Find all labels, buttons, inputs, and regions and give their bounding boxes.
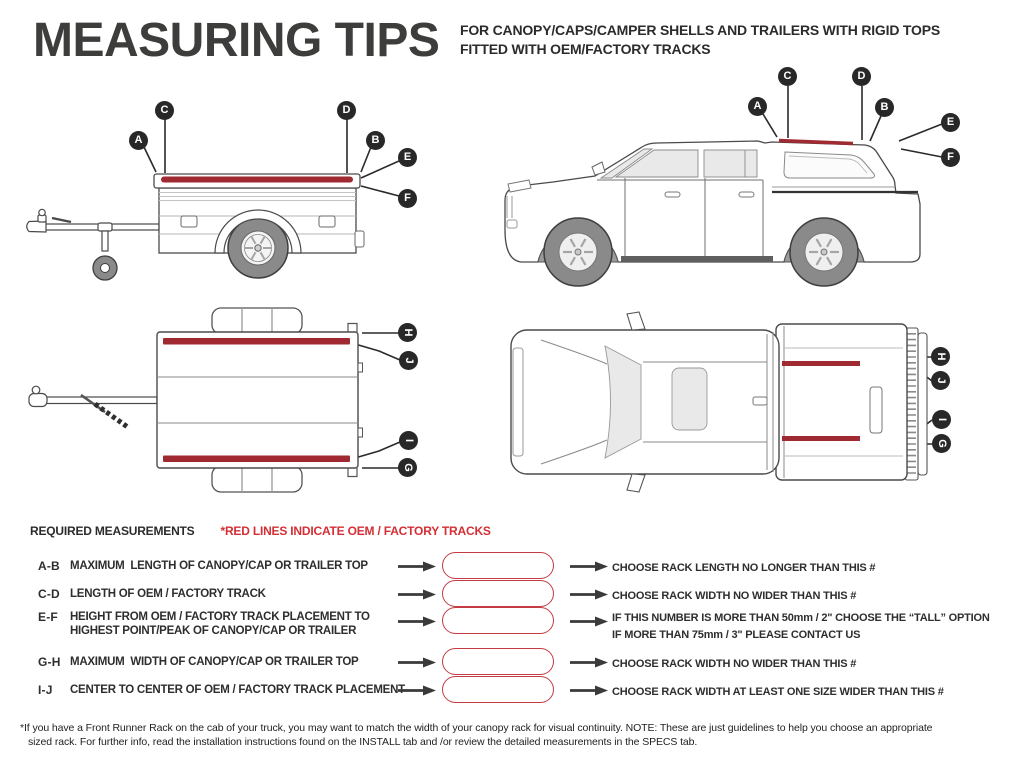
arrow-right-icon (398, 561, 436, 572)
row-label (70, 683, 405, 697)
required-measurements-label: REQUIRED MEASUREMENTS (30, 524, 195, 538)
callout-i: I (932, 410, 951, 429)
trailer-drawbar (27, 209, 159, 251)
row-result (612, 684, 944, 701)
page-subtitle (460, 21, 940, 59)
row-key: G-H (38, 655, 61, 669)
truck-top-view-drawing (495, 300, 1015, 515)
truck-side-view (495, 60, 1015, 300)
row-result (612, 656, 856, 673)
callout-d: D (337, 101, 356, 120)
callout-c: C (778, 67, 797, 86)
arrow-right-icon (570, 589, 608, 600)
row-result (612, 588, 856, 605)
subtitle-line-1: FOR CANOPY/CAPS/CAMPER SHELLS AND TRAILERS WITH RIGID TOPS (460, 22, 940, 38)
arrow-right-icon (570, 657, 608, 668)
callout-d: D (852, 67, 871, 86)
row-result-line1: CHOOSE RACK WIDTH NO WIDER THAN THIS # (612, 589, 857, 602)
trailer-top-view (25, 300, 465, 515)
row-key: E-F (38, 610, 58, 624)
subtitle-line-2: FITTED WITH OEM/FACTORY TRACKS (460, 41, 711, 57)
oem-track-red-line-bottom (163, 456, 350, 463)
measurement-entry-field-gh (442, 648, 554, 675)
row-label (70, 587, 266, 601)
callout-f: F (941, 148, 960, 167)
row-key: A-B (38, 559, 60, 573)
oem-track-red-line-top (782, 361, 860, 366)
side-step (621, 256, 773, 262)
row-result (612, 610, 990, 643)
callout-c: C (155, 101, 174, 120)
callout-b: B (875, 98, 894, 117)
callout-b: B (366, 131, 385, 150)
footnote-line1: *If you have a Front Runner Rack on the cab of your truck, you may want to match the width of your canopy rack for visual continuity. NOTE: These are just guidelines to help you choose an appropriate (20, 722, 933, 734)
footnote (20, 722, 932, 749)
truck-side-view-drawing (495, 60, 1015, 300)
oem-track-red-line (161, 177, 353, 183)
callout-e: E (941, 113, 960, 132)
rear-door-handle (739, 192, 754, 197)
leader-lines (355, 333, 400, 468)
measurement-row-cd (30, 580, 1024, 608)
windows (601, 149, 757, 178)
row-label (70, 655, 358, 669)
row-label (70, 559, 368, 573)
rear-door-window (704, 150, 757, 177)
row-label-line1: HEIGHT FROM OEM / FACTORY TRACK PLACEMENT TO (70, 611, 370, 623)
row-result-line1: CHOOSE RACK LENGTH NO LONGER THAN THIS # (612, 561, 876, 574)
rear-wheel (790, 218, 858, 286)
measurement-entry-field-ij (442, 676, 554, 703)
measurement-entry-field-ab (442, 552, 554, 579)
oem-track-red-line-top (163, 338, 350, 345)
measurement-row-ij (30, 676, 1024, 704)
callout-a: A (748, 97, 767, 116)
row-result-line1: IF THIS NUMBER IS MORE THAN 50mm / 2" CHOOSE THE “TALL” OPTION (612, 612, 990, 624)
measurement-entry-field-cd (442, 580, 554, 607)
legend (30, 524, 491, 538)
front-wheel (544, 218, 612, 286)
row-label-line1: MAXIMUM WIDTH OF CANOPY/CAP OR TRAILER TOP (70, 656, 359, 668)
jockey-wheel (93, 256, 117, 280)
row-label-line1: LENGTH OF OEM / FACTORY TRACK (70, 588, 266, 600)
callout-e: E (398, 148, 417, 167)
canopy-top (776, 324, 907, 480)
red-lines-note: *RED LINES INDICATE OEM / FACTORY TRACKS (220, 524, 491, 538)
oem-track-red-line-bottom (782, 436, 860, 441)
truck-top-view (495, 300, 1015, 515)
canopy-rear-window (870, 387, 882, 433)
measurement-row-ab (30, 552, 1024, 580)
callout-f: F (398, 189, 417, 208)
measurement-entry-field-ef (442, 607, 554, 634)
brake-light (753, 397, 767, 405)
arrow-right-icon (570, 561, 608, 572)
sunroof (672, 368, 707, 430)
side-mirror (592, 162, 605, 175)
arrow-right-icon (398, 616, 436, 627)
fog-light (507, 220, 517, 228)
cab-body (511, 330, 779, 474)
row-label-line1: MAXIMUM LENGTH OF CANOPY/CAP OR TRAILER TOP (70, 560, 368, 572)
rear-bumper (918, 333, 927, 475)
row-result-line2: IF MORE THAN 75mm / 3" PLEASE CONTACT US (612, 628, 861, 641)
row-result (612, 560, 875, 577)
row-key: C-D (38, 587, 60, 601)
row-label-line1: CENTER TO CENTER OF OEM / FACTORY TRACK PLACEMENT (70, 684, 405, 696)
trailer-side-view-drawing (25, 85, 445, 295)
arrow-right-icon (398, 685, 436, 696)
front-door-handle (665, 192, 680, 197)
callout-a: A (129, 131, 148, 150)
row-label (70, 610, 370, 638)
arrow-right-icon (398, 589, 436, 600)
row-result-line1: CHOOSE RACK WIDTH AT LEAST ONE SIZE WIDER THAN THIS # (612, 685, 944, 698)
windshield-top (605, 346, 641, 458)
callout-j: J (399, 351, 418, 370)
callout-g: G (932, 434, 951, 453)
page-title: MEASURING TIPS (33, 14, 440, 67)
callout-h: H (398, 323, 417, 342)
trailer-side-view (25, 85, 445, 295)
arrow-right-icon (570, 685, 608, 696)
tongue (29, 386, 157, 412)
callout-i: I (399, 431, 418, 450)
footnote-line2: sized rack. For further info, read the installation instructions found on the INSTALL tab and /or review the detailed measurements in the SPECS tab. (28, 735, 698, 748)
trailer-top-body (157, 332, 358, 468)
callout-g: G (398, 458, 417, 477)
trailer-top-rail (154, 174, 360, 188)
arrow-right-icon (398, 657, 436, 668)
measurement-row-gh (30, 648, 1024, 676)
callout-h: H (931, 347, 950, 366)
arrow-right-icon (570, 616, 608, 627)
callout-j: J (931, 371, 950, 390)
measurement-row-ef (30, 608, 1024, 652)
row-label-line2: HIGHEST POINT/PEAK OF CANOPY/CAP OR TRAILER (70, 625, 357, 637)
row-result-line1: CHOOSE RACK WIDTH NO WIDER THAN THIS # (612, 657, 857, 670)
row-key: I-J (38, 683, 53, 697)
